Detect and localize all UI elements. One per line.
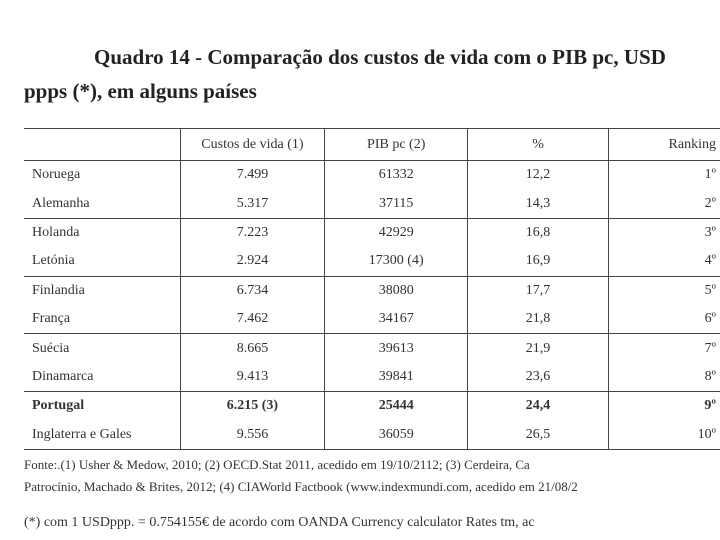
cell-pct: 16,8	[468, 218, 609, 247]
cell-country: Alemanha	[24, 189, 180, 218]
cell-pib: 61332	[325, 161, 468, 190]
cell-pct: 14,3	[468, 189, 609, 218]
cell-custos: 7.462	[180, 305, 325, 334]
cell-pib: 34167	[325, 305, 468, 334]
header-country	[24, 129, 180, 161]
cell-pib: 37115	[325, 189, 468, 218]
table-row	[24, 218, 720, 247]
cell-pib: 38080	[325, 276, 468, 305]
cell-country: Finlandia	[32, 282, 85, 298]
cell-country: França	[24, 305, 180, 334]
cell-custos: 7.499	[180, 161, 325, 190]
cell-pib: 17300 (4)	[325, 247, 468, 276]
cell-custos: 2.924	[180, 247, 325, 276]
table-row	[24, 189, 720, 218]
cell-rank: 2º	[609, 189, 720, 218]
cell-custos: 6.734	[180, 276, 325, 305]
table-row-highlight	[24, 392, 720, 421]
source-line-2: Patrocínio, Machado & Brites, 2012; (4) CIAWorld Factbook (www.indexmundi.com, acedido em 21/08/2	[24, 479, 578, 494]
cell-rank: 3º	[609, 218, 720, 247]
cell-pib: 36059	[325, 421, 468, 450]
cell-pct: 17,7	[468, 276, 609, 305]
cell-rank: 4º	[609, 247, 720, 276]
cell-custos: 6.215 (3)	[180, 392, 325, 421]
cell-pct: 12,2	[468, 161, 609, 190]
table-row	[24, 334, 720, 363]
table-row	[24, 421, 720, 450]
header-ranking: Ranking	[609, 129, 720, 161]
cell-custos: 5.317	[180, 189, 325, 218]
cell-country: Inglaterra e Gales	[24, 421, 180, 450]
header-pct: %	[468, 129, 609, 161]
cell-pct: 23,6	[468, 363, 609, 392]
source-line-1: Fonte:.(1) Usher & Medow, 2010; (2) OECD.Stat 2011, acedido em 19/10/2112; (3) Cerdeira, Ca	[24, 457, 530, 472]
currency-note: (*) com 1 USDppp. = 0.754155€ de acordo com OANDA Currency calculator Rates tm, ac	[24, 515, 535, 530]
source-footnote	[24, 454, 720, 498]
cell-country: Holanda	[32, 224, 80, 240]
cell-rank: 5º	[609, 276, 720, 305]
table-row	[24, 363, 720, 392]
table-row	[24, 305, 720, 334]
cell-custos: 9.413	[180, 363, 325, 392]
cell-pct: 16,9	[468, 247, 609, 276]
table-header-row	[24, 129, 720, 161]
cell-pct: 21,9	[468, 334, 609, 363]
cell-pib: 25444	[325, 392, 468, 421]
cell-rank: 7º	[609, 334, 720, 363]
cell-country: Noruega	[32, 167, 81, 183]
cell-custos: 7.223	[180, 218, 325, 247]
document-title	[24, 40, 720, 108]
cell-pct: 24,4	[468, 392, 609, 421]
cell-country: Letónia	[24, 247, 180, 276]
cell-pct: 26,5	[468, 421, 609, 450]
cell-custos: 9.556	[180, 421, 325, 450]
cell-rank: 6º	[609, 305, 720, 334]
header-custos: Custos de vida (1)	[180, 129, 325, 161]
cell-rank: 10º	[609, 421, 720, 450]
cell-pib: 39613	[325, 334, 468, 363]
comparison-table	[24, 128, 720, 450]
cell-rank: 1º	[609, 161, 720, 190]
cell-rank: 9º	[609, 392, 720, 421]
cell-pct: 21,8	[468, 305, 609, 334]
cell-rank: 8º	[609, 363, 720, 392]
table-row	[24, 276, 720, 305]
cell-custos: 8.665	[180, 334, 325, 363]
cell-country: Dinamarca	[24, 363, 180, 392]
title-line-1: Quadro 14 - Comparação dos custos de vida com o PIB pc, USD	[94, 45, 666, 69]
table-row	[24, 247, 720, 276]
table-row	[24, 161, 720, 190]
cell-country: Suécia	[32, 340, 70, 356]
cell-pib: 39841	[325, 363, 468, 392]
header-pib: PIB pc (2)	[325, 129, 468, 161]
cell-pib: 42929	[325, 218, 468, 247]
title-line-2: ppps (*), em alguns países	[24, 79, 257, 103]
cell-country: Portugal	[32, 398, 85, 414]
